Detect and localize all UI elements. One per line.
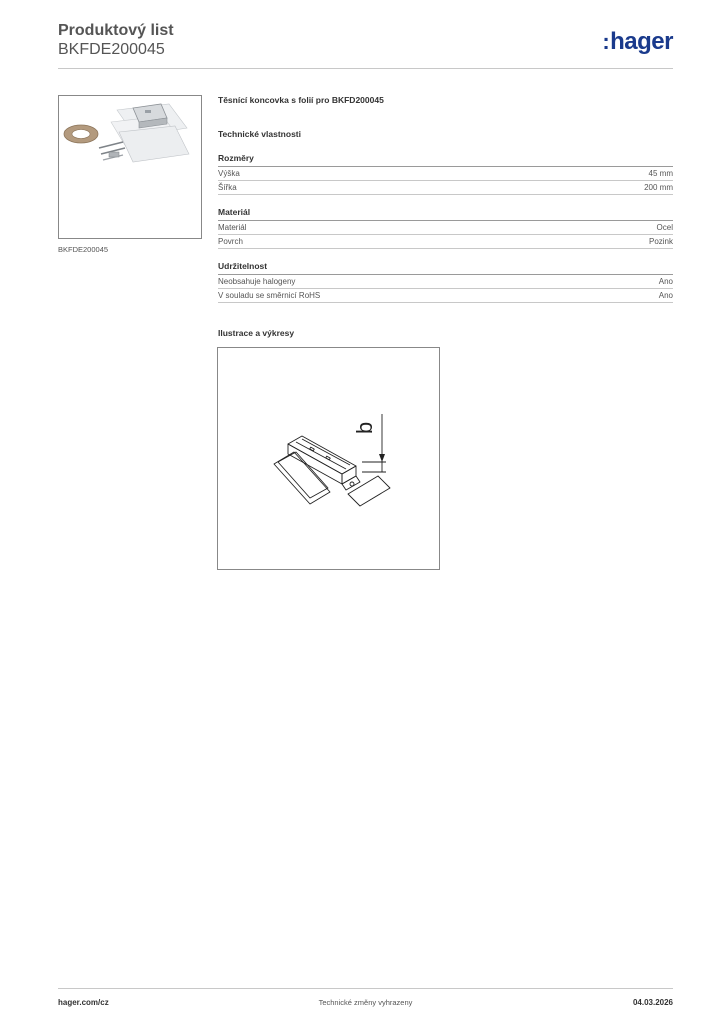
product-image-caption: BKFDE200045 <box>58 245 109 254</box>
spec-row <box>218 235 673 249</box>
spec-value: Ano <box>658 277 673 286</box>
spec-value: 45 mm <box>648 169 673 178</box>
spec-value: 200 mm <box>644 183 673 192</box>
spec-value: Pozink <box>648 237 673 246</box>
footer-disclaimer: Technické změny vyhrazeny <box>318 998 413 1007</box>
technical-drawing <box>217 347 440 570</box>
spec-group-dimensions <box>218 153 673 195</box>
spec-value: Ano <box>658 291 673 300</box>
footer-date: 04.03.2026 <box>632 998 673 1007</box>
drawing-icon <box>218 348 439 569</box>
product-image <box>58 95 202 239</box>
spec-row <box>218 181 673 195</box>
hager-logo[interactable] <box>602 28 673 56</box>
spec-group-material <box>218 207 673 249</box>
spec-row <box>218 275 673 289</box>
header-divider <box>58 68 673 69</box>
spec-value: Ocel <box>656 223 673 232</box>
product-details <box>218 95 673 303</box>
spec-row <box>218 221 673 235</box>
logo-colon: : <box>602 29 610 54</box>
spec-group-title: Udržitelnost <box>218 261 673 275</box>
product-name: Těsnící koncovka s folií pro BKFD200045 <box>218 95 384 105</box>
product-photo-icon <box>59 96 201 238</box>
spec-label: Šířka <box>218 183 237 192</box>
spec-label: Povrch <box>218 237 243 246</box>
page-header <box>58 22 673 68</box>
dimension-label: b <box>352 421 377 434</box>
product-code: BKFDE200045 <box>58 41 165 58</box>
illustrations-heading: Ilustrace a výkresy <box>218 328 295 338</box>
page-title: Produktový list <box>58 22 174 39</box>
spec-label: Neobsahuje halogeny <box>218 277 296 286</box>
footer-divider <box>58 988 673 989</box>
spec-group-title: Rozměry <box>218 153 673 167</box>
spec-label: V souladu se směrnicí RoHS <box>218 291 321 300</box>
spec-row <box>218 289 673 303</box>
spec-label: Výška <box>218 169 240 178</box>
technical-properties-heading: Technické vlastnosti <box>218 129 301 139</box>
spec-group-sustainability <box>218 261 673 303</box>
spec-group-title: Materiál <box>218 207 673 221</box>
spec-row <box>218 167 673 181</box>
footer-website-link[interactable]: hager.com/cz <box>58 998 109 1007</box>
logo-text: hager <box>610 28 673 55</box>
spec-label: Materiál <box>218 223 247 232</box>
